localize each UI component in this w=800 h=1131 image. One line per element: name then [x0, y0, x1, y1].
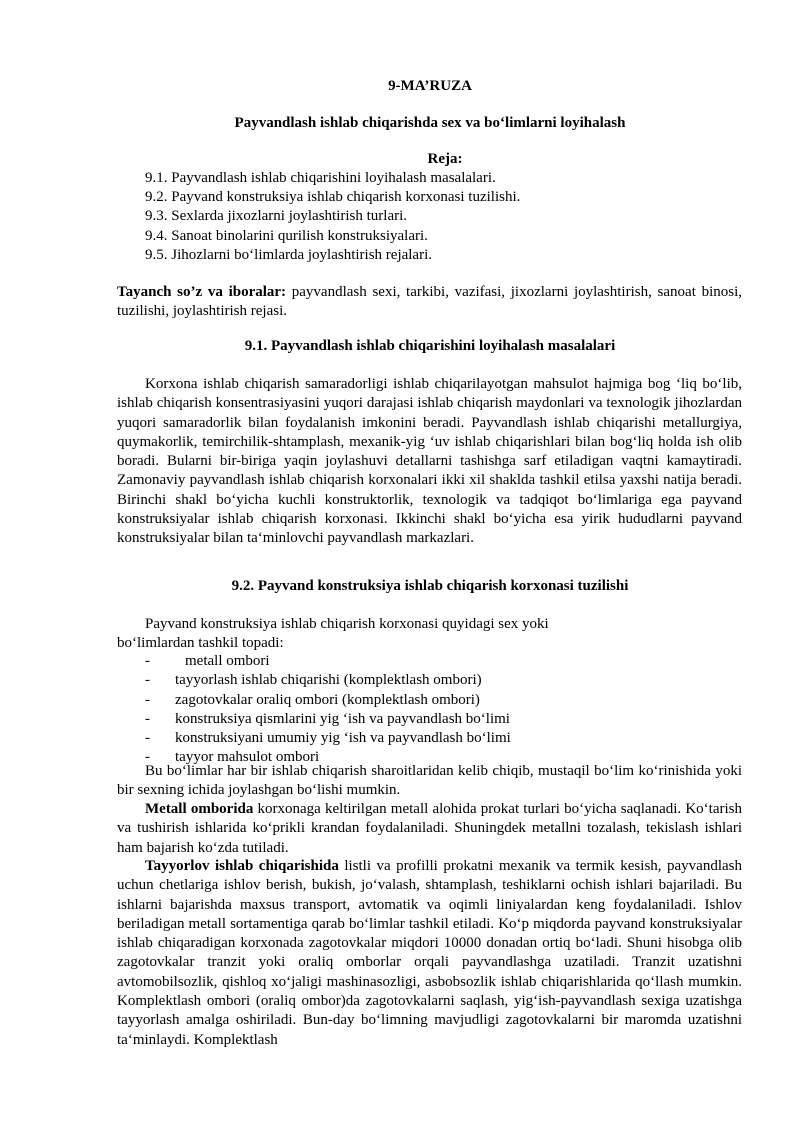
section1-paragraph: Korxona ishlab chiqarish samaradorligi ishlab chiqarilayotgan mahsulot hajmiga bog ‘liq bo‘lib, ishlab chiqarish konsentrasiyasini yuqori darajasi ishlab chiqarish maydonlari va texnologik jihozlardan yuqori samaradorlik bilan foydalanish imkonini beradi. Payvandlash ishlab chiqarishi metallurgiya, quymakorlik, temirchilik-shtamplash, mexanik-yig ‘uv ishlab chiqarishlari bilan bog‘liq holda ish olib boradi. Bularni bir-biriga yaqin joylashuvi detallarni tashishga sarf etiladigan vaqtni kamaytiradi. Zamonaviy payvandlash ishlab chiqarish korxonalari ikki xil shaklda tashkil etilsa yaxshi natija beradi. Birinchi shakl bo‘yicha kuchli konstruktorlik, texnologik va tadqiqot bo‘limlariga ega payvand konstruksiyalar ishlab chiqarish korxonasi. Ikkinchi shakl bo‘yicha esa yirik hududlarni payvand konstruksiyalar bilan ta‘minlovchi payvandlash markazlari.: [117, 376, 742, 547]
department-list: [145, 652, 511, 768]
plan-item: 9.1. Payvandlash ishlab chiqarishini loyihalash masalalari.: [145, 170, 496, 186]
list-marker: -: [145, 672, 150, 689]
prep-lead: Tayyorlov ishlab chiqarishida: [145, 858, 339, 874]
list-item: [145, 652, 511, 671]
department-name: zagotovkalar oraliq ombori (komplektlash ombori): [175, 691, 480, 708]
list-marker: -: [145, 749, 150, 766]
list-marker: -: [145, 710, 150, 727]
lecture-number: 9-MA’RUZA: [388, 78, 472, 94]
list-marker: -: [145, 653, 150, 669]
department-name: konstruksiyani umumiy yig ‘ish va payvandlash bo‘limi: [175, 730, 511, 747]
list-item: [145, 671, 511, 690]
list-marker: -: [145, 691, 150, 708]
plan-item: 9.3. Sexlarda jixozlarni joylashtirish turlari.: [145, 208, 408, 225]
intro-line: Payvand konstruksiya ishlab chiqarish korxonasi quyidagi sex yoki: [145, 616, 549, 632]
metal-text: korxonaga keltirilgan metall alohida prokat turlari bo‘yicha saqlanadi. Ko‘tarish va tushirish ishlarida ko‘prikli krandan foydalaniladi. Shuningdek metallni tozalash, tekislash ishlari ham bajarish ko‘zda tutiladi.: [117, 801, 742, 856]
department-name: tayyorlash ishlab chiqarishi (komplektlash ombori): [175, 672, 482, 689]
plan-item: 9.2. Payvand konstruksiya ishlab chiqarish korxonasi tuzilishi.: [145, 189, 521, 206]
list-item: [145, 710, 511, 729]
list-item: [145, 729, 511, 748]
metal-lead: Metall omborida: [145, 801, 254, 817]
after-list-paragraph: Bu bo‘limlar har bir ishlab chiqarish sharoitlaridan kelib chiqib, mustaqil bo‘lim ko‘rinishida yoki bir sexning ichida joylashgan bo‘lishi mumkin.: [117, 763, 742, 799]
list-marker: -: [145, 730, 150, 747]
keywords-text: payvandlash sexi, tarkibi, vazifasi, jixozlarni joylashtirish, sanoat binosi, tuzilishi, joylashtirish rejasi.: [117, 284, 743, 320]
plan-heading: Reja:: [427, 151, 463, 167]
list-item: [145, 691, 511, 710]
department-name: metall ombori: [185, 653, 270, 669]
department-name: tayyor mahsulot ombori: [175, 749, 320, 766]
preparation-paragraph: [117, 857, 742, 1050]
section1-heading: 9.1. Payvandlash ishlab chiqarishini loyihalash masalalari: [244, 338, 616, 354]
prep-text: listli va profilli prokatni mexanik va termik kesish, payvandlash uchun chetlariga ishlov berish, bukish, jo‘valash, shtamplash, teshiklarni ochish ishlari bajariladi. Bu ishlarni bajarishda maxsus transport, avtomatik va oqimli liniyalardan keng foydalaniladi. Ishlov beriladigan metall sortamentiga qarab bo‘limlar tashkil etiladi. Ko‘p miqdorda payvand konstruksiyalar ishlab chiqaradigan korxonada zagotovkalar miqdori 10000 donadan ortiq bo‘ladi. Shuni hisobga olib zagotovkalar tranzit yoki oraliq omborlar orqali payvandlashga uzatiladi. Tranzit uzatishni avtomobilsozlik, qishloq xo‘jaligi mashinasozligi, asbobsozlik ishlab chiqarishlarida qo‘llash mumkin. Komplektlash ombori (oraliq ombor)da zagotovkalarni saqlash, yig‘ish-payvandlash sexiga uzatishga tayyorlash amalga oshiriladi. Bun-day bo‘limning mavjudligi zagotovkalarni bir maromda uzatishni ta‘minlaydi. Komplektlash: [117, 858, 743, 1048]
lecture-title: Payvandlash ishlab chiqarishda sex va bo‘limlarni loyihalash: [234, 115, 626, 131]
keywords-paragraph: [117, 283, 742, 322]
metal-warehouse-paragraph: [117, 800, 742, 858]
plan-item: 9.5. Jihozlarni bo‘limlarda joylashtirish rejalari.: [145, 246, 433, 263]
intro-line: bo‘limlardan tashkil topadi:: [117, 635, 284, 652]
section2-heading: 9.2. Payvand konstruksiya ishlab chiqarish korxonasi tuzilishi: [231, 578, 629, 594]
department-name: konstruksiya qismlarini yig ‘ish va payvandlash bo‘limi: [175, 710, 510, 727]
plan-item: 9.4. Sanoat binolarini qurilish konstruksiyalari.: [145, 227, 428, 244]
keywords-label: Tayanch so’z va iboralar:: [117, 284, 287, 300]
plan-list: [145, 169, 520, 265]
section2-intro: [117, 615, 549, 654]
